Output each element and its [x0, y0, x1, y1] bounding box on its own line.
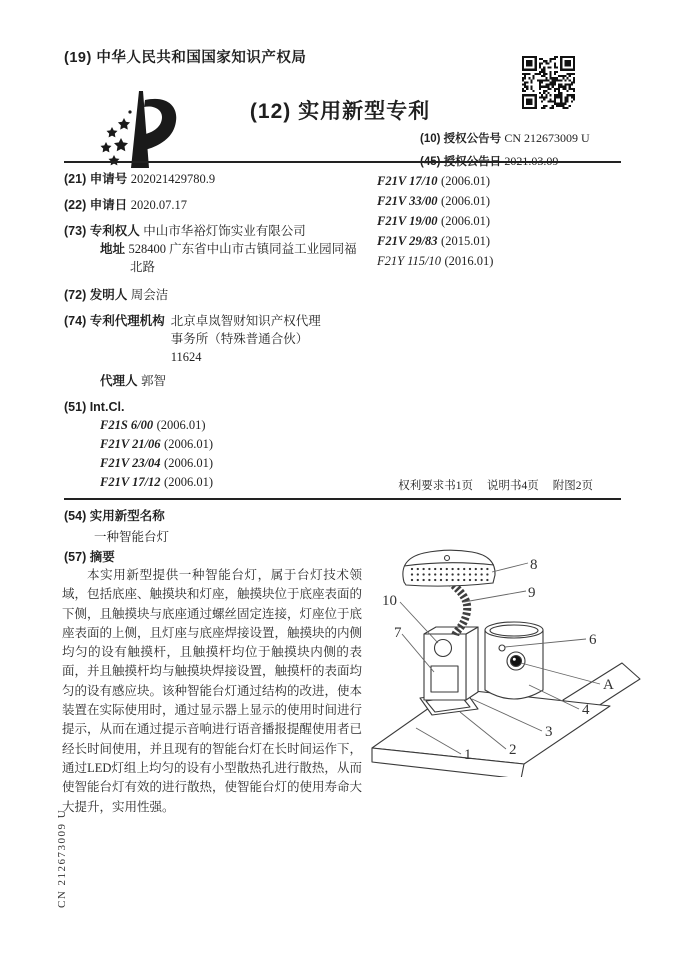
- section-divider: [64, 498, 621, 500]
- intcl-code: F21V 21/06: [100, 437, 161, 451]
- lamp-head-screw: [445, 556, 450, 561]
- title-label: (54) 实用新型名称: [64, 509, 165, 523]
- inventor-row: [64, 286, 362, 304]
- intcl-code: F21V 33/00: [377, 194, 438, 208]
- lamp-drawing: [368, 542, 644, 777]
- intcl-item: [100, 473, 362, 492]
- figure-label-4: 4: [582, 702, 590, 718]
- publication-number: CN 212673009 U: [504, 131, 590, 145]
- intcl-version: (2006.01): [164, 456, 213, 470]
- agent-row: [64, 372, 362, 390]
- intcl-version: (2016.01): [444, 254, 494, 268]
- cnipa-logo-graphic: [84, 88, 184, 180]
- intcl-code: F21S 6/00: [100, 418, 154, 432]
- figure-label-3: 3: [545, 724, 553, 740]
- intcl-version: (2006.01): [441, 214, 490, 228]
- speaker-highlight: [513, 658, 516, 661]
- intcl-code: F21V 17/10: [377, 174, 438, 188]
- intcl-version: (2006.01): [156, 418, 206, 432]
- agency-label: (74) 专利代理机构: [64, 314, 165, 328]
- publication-number-line: [420, 127, 622, 150]
- intcl-code: F21V 23/04: [100, 456, 161, 470]
- intcl-list-left: [64, 416, 362, 492]
- application-number: 202021429780.9: [130, 172, 216, 186]
- page-counts-line: [377, 477, 593, 493]
- address-label: 地址: [100, 242, 126, 256]
- application-date: 2020.07.17: [130, 198, 187, 212]
- publication-block: [420, 127, 622, 173]
- agency-name: 北京卓岚智财知识产权代理事务所（特殊普通合伙）11624: [170, 314, 321, 364]
- header-divider: [64, 161, 621, 163]
- publication-kind: (12) 实用新型专利: [249, 100, 431, 123]
- intcl-item: [377, 191, 622, 211]
- tower-side: [466, 627, 478, 700]
- intcl-row: [64, 398, 362, 492]
- sidebar-document-id: CN 212673009 U: [56, 808, 68, 908]
- intcl-code: F21Y 115/10: [377, 254, 442, 268]
- figure-label-10: 10: [382, 593, 397, 609]
- application-date-label: (22) 申请日: [64, 198, 128, 212]
- intcl-code: F21V 29/83: [377, 234, 438, 248]
- application-date-row: [64, 196, 362, 214]
- publication-number-label: (10) 授权公告号: [420, 133, 502, 145]
- bibliographic-right-column: [377, 171, 622, 271]
- figure-label-7: 7: [394, 625, 402, 641]
- intcl-version: (2006.01): [441, 174, 490, 188]
- agent-label: 代理人: [100, 374, 138, 388]
- intcl-label: (51) Int.Cl.: [64, 400, 125, 414]
- patentee-label: (73) 专利权人: [64, 224, 140, 238]
- description-pages: 说明书4页: [487, 480, 539, 492]
- drawings-pages: 附图2页: [552, 480, 593, 492]
- intcl-code: F21V 17/12: [100, 475, 161, 489]
- figure-label-2: 2: [509, 742, 517, 758]
- application-number-label: (21) 申请号: [64, 172, 128, 186]
- figure-label-A: A: [603, 677, 614, 693]
- intcl-version: (2006.01): [164, 437, 213, 451]
- issuing-office: (19) 中华人民共和国国家知识产权局: [64, 50, 307, 66]
- bibliographic-left-column: [64, 170, 362, 492]
- intcl-version: (2006.01): [441, 194, 490, 208]
- claims-pages: 权利要求书1页: [398, 480, 473, 492]
- patentee-name: 中山市华裕灯饰实业有限公司: [143, 224, 306, 238]
- intcl-item: [377, 231, 622, 251]
- application-number-row: [64, 170, 362, 188]
- intcl-version: (2015.01): [441, 234, 490, 248]
- intcl-item: [377, 171, 622, 191]
- intcl-item: [100, 416, 362, 435]
- cnipa-logo: [84, 88, 184, 180]
- qr-code: [522, 56, 575, 109]
- invention-title: 一种智能台灯: [94, 530, 170, 544]
- figure-label-9: 9: [528, 585, 536, 601]
- patentee-row: [64, 222, 362, 276]
- patentee-address-line: [64, 240, 362, 276]
- figure-label-1: 1: [464, 747, 472, 763]
- agency-row: [64, 312, 362, 366]
- intcl-version: (2006.01): [164, 475, 213, 489]
- patent-figure: [368, 542, 644, 777]
- address-value: 528400 广东省中山市古镇同益工业园同福北路: [128, 242, 357, 274]
- abstract-label: (57) 摘要: [64, 550, 115, 564]
- speaker-dot: [511, 656, 522, 667]
- intcl-item: [100, 454, 362, 473]
- intcl-code: F21V 19/00: [377, 214, 438, 228]
- intcl-item: [100, 435, 362, 454]
- inventor-name: 周会洁: [130, 288, 169, 302]
- intcl-item: [377, 251, 622, 271]
- abstract-text: 本实用新型提供一种智能台灯，属于台灯技术领域，包括底座、触摸块和灯座，触摸块位于底座表面的下侧，且触摸块与底座通过螺丝固定连接，灯座位于底座表面的上侧，且灯座与底座焊接设置，触摸块的内侧均匀的设有触摸杆，且触摸杆均位于触摸块内侧的表面，并且触摸杆均与触摸块焊接设置，触摸杆的表面均匀的设有感应块。该种智能台灯通过结构的改进，使本装置在实际使用时，通过显示器上显示的使用时间进行提示，从而在通过提示音响进行语音播报提醒使用者已经长时间使用，并且现有的智能台灯在长时间运作下，通过LED灯组上均匀的设有小型散热孔进行散热，从而使智能台灯有效的进行散热，使智能台灯的使用寿命大大提升，实用性强。: [62, 568, 363, 814]
- agent-name: 郭智: [141, 374, 167, 388]
- title-section-label: [64, 506, 165, 524]
- inventor-label: (72) 发明人: [64, 288, 128, 302]
- figure-label-8: 8: [530, 557, 538, 573]
- intcl-item: [377, 211, 622, 231]
- figure-label-6: 6: [589, 632, 597, 648]
